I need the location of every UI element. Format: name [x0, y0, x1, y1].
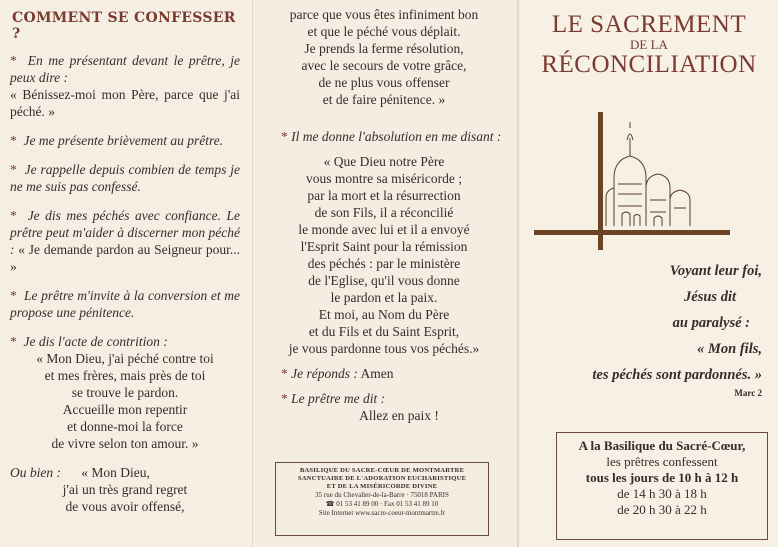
alternative-line: j'ai un très grand regret	[62, 482, 188, 497]
panel-how-to-confess	[0, 0, 252, 547]
section-title: COMMENT SE CONFESSER ?	[12, 10, 236, 42]
absolution-line: je vous pardonne tous vos péchés.»	[288, 341, 480, 356]
phone-line: ☎ 01 53 41 89 00 · Fax 01 53 41 89 10	[325, 500, 439, 508]
absolution-line: Et moi, au Nom du Père	[318, 307, 450, 322]
absolution-line: de l'Eglise, qu'il vous donne	[308, 273, 460, 288]
contrition-line: et mes frères, mais près de toi	[44, 368, 206, 383]
step-1: * En me présentant devant le prêtre, je peux dire :	[10, 53, 240, 85]
contrition-line: Accueille mon repentir	[62, 402, 188, 417]
step-7: * Il me donne l'absolution en me disant :	[281, 129, 502, 144]
address-line: ET DE LA MISÉRICORDE DIVINE	[326, 483, 438, 490]
gospel-verse	[534, 258, 762, 398]
step-5: * Le prêtre m'invite à la conversion et me propose une pénitence.	[10, 288, 240, 320]
contrition-line: se trouve le pardon.	[71, 385, 179, 400]
cross-horizontal-bar	[534, 230, 730, 235]
hours-line: de 20 h 30 à 22 h	[617, 502, 707, 517]
step-1-quote: « Bénissez-moi mon Père, parce que j'ai péché. »	[10, 87, 240, 119]
basilica-cross-illustration	[534, 108, 730, 256]
panel-absolution	[253, 0, 515, 547]
hours-line: les prêtres confessent	[606, 454, 718, 469]
hours-line: tous les jours de 10 h à 12 h	[585, 470, 739, 485]
confession-hours-box	[556, 432, 768, 540]
absolution-line: « Que Dieu notre Père	[323, 154, 445, 169]
step-8: * Je réponds : Amen	[281, 366, 394, 381]
cover-title-line3: RÉCONCILIATION	[541, 51, 757, 78]
address-line: BASILIQUE DU SACRE-CŒUR DE MONTMARTRE	[299, 467, 465, 474]
verse-line: Voyant leur foi,	[669, 263, 762, 279]
absolution-line: le monde avec lui et il a envoyé	[298, 222, 470, 237]
absolution-line: des péchés : par le ministère	[307, 256, 461, 271]
contrition-line: de vivre selon ton amour. »	[51, 436, 199, 451]
step-3: * Je rappelle depuis combien de temps je ne me suis pas confessé.	[10, 162, 240, 194]
address-box	[275, 462, 489, 536]
cross-vertical-bar	[598, 112, 603, 250]
verse-line: « Mon fils,	[697, 341, 762, 357]
alternative-line: de vous avoir offensé,	[65, 499, 185, 514]
panel-cover	[520, 0, 778, 547]
contrition-cont-line: avec le secours de votre grâce,	[301, 58, 467, 73]
contrition-cont-line: parce que vous êtes infiniment bon	[289, 7, 479, 22]
contrition-cont-line: de ne plus vous offenser	[318, 75, 450, 90]
step-2: * Je me présente brièvement au prêtre.	[10, 133, 224, 148]
address-line: 35 rue du Chevalier-de-la-Barre · 75018 PARIS	[315, 491, 449, 499]
step-4: * Je dis mes péchés avec confiance. Le prêtre peut m'aider à discerner mon péché : « Je demande pardon au Seigneur pour... »	[10, 208, 241, 274]
verse-line: Jésus dit	[684, 289, 736, 305]
absolution-line: par la mort et la résurrection	[307, 188, 461, 203]
cover-title-line1: LE SACREMENT	[551, 11, 747, 38]
contrition-cont-line: et de faire pénitence. »	[322, 92, 446, 107]
verse-reference: Marc 2	[734, 388, 762, 398]
website-line: Site Internet www.sacre-coeur-montmartre.fr	[318, 509, 446, 517]
contrition-line: « Mon Dieu, j'ai péché contre toi	[36, 351, 214, 366]
step-9-answer: Allez en paix !	[359, 408, 439, 423]
verse-line: au paralysé :	[672, 315, 750, 331]
alternative-prayer: Ou bien : « Mon Dieu,	[10, 465, 150, 480]
address-line: SANCTUAIRE DE L'ADORATION EUCHARISTIQUE	[297, 475, 467, 482]
hours-line: de 14 h 30 à 18 h	[617, 486, 707, 501]
absolution-line: et du Fils et du Saint Esprit,	[308, 324, 460, 339]
step-6: * Je dis l'acte de contrition :	[10, 334, 168, 349]
basilica-icon	[606, 122, 690, 226]
contrition-cont-line: et que le péché vous déplait.	[307, 24, 461, 39]
absolution-line: vous montre sa miséricorde ;	[306, 171, 462, 186]
contrition-line: et donne-moi la force	[67, 419, 183, 434]
cover-title-line2: DE LA	[630, 37, 668, 52]
hours-line: A la Basilique du Sacré-Cœur,	[578, 438, 746, 453]
verse-line: tes péchés sont pardonnés. »	[592, 367, 762, 383]
step-9: * Le prêtre me dit :	[281, 391, 386, 406]
fold-line	[517, 0, 519, 547]
absolution-line: l'Esprit Saint pour la rémission	[300, 239, 468, 254]
contrition-cont-line: Je prends la ferme résolution,	[304, 41, 464, 56]
absolution-line: le pardon et la paix.	[330, 290, 438, 305]
absolution-line: de son Fils, il a réconcilié	[314, 205, 454, 220]
